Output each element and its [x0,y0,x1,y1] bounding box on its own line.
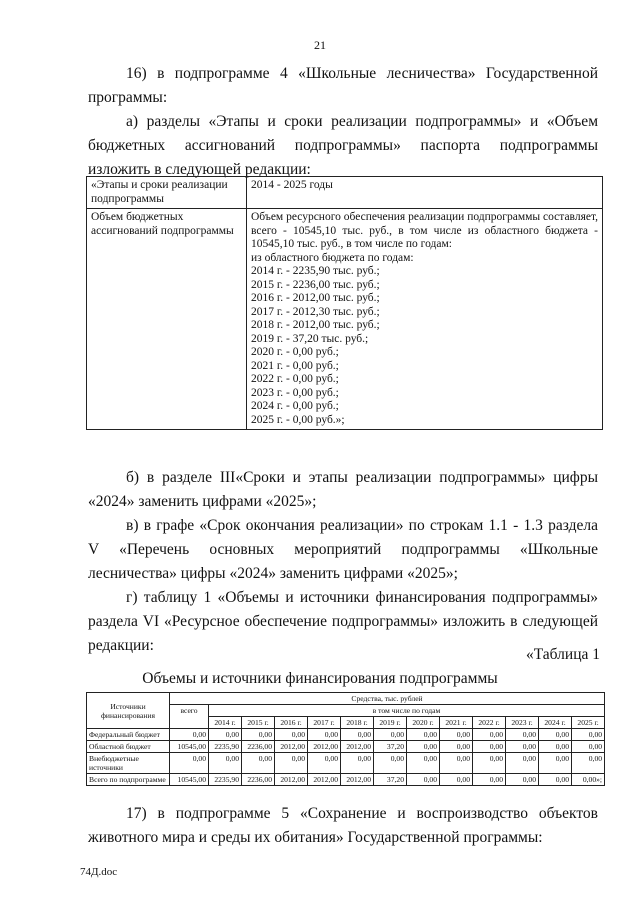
financing-value-cell: 0,00 [242,753,275,774]
header-year: 2024 г. [539,717,572,729]
budget-year-line: 2023 г. - 0,00 руб.; [251,386,339,399]
budget-year-line: 2014 г. - 2235,90 тыс. руб.; [251,265,380,278]
passport-table [86,176,603,430]
financing-value-cell: 0,00 [374,753,407,774]
financing-row [87,753,605,774]
financing-value-cell: 0,00 [473,753,506,774]
paragraph-16b: б) в разделе III«Сроки и этапы реализации подпрограммы» цифры «2024» заменить цифрами «2025»; [88,469,598,510]
financing-row [87,741,605,753]
passport-label-stages: «Этапы и сроки реализации подпрограммы [87,177,247,209]
budget-year-line: 2016 г. - 2012,00 тыс. руб.; [251,292,380,305]
header-year: 2014 г. [209,717,242,729]
financing-value-cell: 2235,90 [209,741,242,753]
financing-value-cell: 0,00 [170,729,209,741]
header-year: 2023 г. [506,717,539,729]
passport-label-budget: Объем бюджетных ассигнований подпрограммы [87,209,247,430]
budget-intro: Объем ресурсного обеспечения реализации подпрограммы составляет, всего - 10545,10 тыс. руб., в том числе из областного бюджета - 10545,10 тыс. руб., в том числе по годам: [251,211,598,251]
financing-value-cell: 0,00 [242,729,275,741]
header-year: 2019 г. [374,717,407,729]
financing-value-cell: 0,00 [374,729,407,741]
passport-value-stages: 2014 - 2025 годы [247,177,603,209]
passport-row-stages [87,177,603,209]
financing-header-row [87,693,605,705]
financing-row [87,729,605,741]
passport-row-budget [87,209,603,430]
financing-value-cell: 0,00 [539,753,572,774]
financing-value-cell: 2012,00 [341,774,374,786]
budget-year-line: 2025 г. - 0,00 руб.»; [251,413,345,426]
financing-value-cell: 0,00 [407,774,440,786]
financing-value-cell: 0,00 [407,753,440,774]
financing-value-cell: 2012,00 [308,741,341,753]
header-by-year: в том числе по годам [209,705,605,717]
header-year: 2018 г. [341,717,374,729]
budget-year-list [251,265,598,427]
paragraph-16: 16) в подпрограмме 4 «Школьные лесничества» Государственной программы: [88,65,598,106]
financing-value-cell: 0,00 [407,729,440,741]
financing-value-cell: 0,00 [506,741,539,753]
header-year: 2021 г. [440,717,473,729]
budget-year-line: 2018 г. - 2012,00 тыс. руб.; [251,319,380,332]
budget-year-line: 2021 г. - 0,00 руб.; [251,359,339,372]
financing-row [87,774,605,786]
financing-value-cell: 2236,00 [242,774,275,786]
financing-value-cell: 0,00 [341,729,374,741]
financing-row-label: Федеральный бюджет [87,729,170,741]
budget-year-line: 2022 г. - 0,00 руб.; [251,373,339,386]
header-year: 2015 г. [242,717,275,729]
financing-value-cell: 0,00 [209,753,242,774]
header-year: 2020 г. [407,717,440,729]
financing-body [87,729,605,786]
header-year: 2016 г. [275,717,308,729]
financing-value-cell: 37,20 [374,774,407,786]
financing-value-cell: 0,00 [170,753,209,774]
header-year: 2025 г. [572,717,605,729]
financing-value-cell: 0,00 [407,741,440,753]
budget-subheading: из областного бюджета по годам: [251,251,414,264]
header-year: 2022 г. [473,717,506,729]
header-total: всего [170,705,209,729]
financing-value-cell: 0,00 [308,753,341,774]
financing-value-cell: 0,00 [341,753,374,774]
financing-value-cell: 0,00 [440,753,473,774]
table-reference: «Таблица 1 [525,646,600,663]
financing-value-cell: 0,00 [473,774,506,786]
page-number: 21 [314,38,326,52]
financing-value-cell: 37,20 [374,741,407,753]
financing-value-cell: 0,00 [440,741,473,753]
financing-value-cell: 0,00 [572,729,605,741]
header-year: 2017 г. [308,717,341,729]
financing-value-cell: 0,00 [440,774,473,786]
budget-year-line: 2015 г. - 2236,00 тыс. руб.; [251,278,380,291]
financing-value-cell: 0,00 [572,741,605,753]
paragraph-16v: в) в графе «Срок окончания реализации» по строкам 1.1 - 1.3 раздела V «Перечень основных мероприятий подпрограммы «Школьные лесничества» цифры «2024» заменить цифрами «2025»; [88,517,598,582]
financing-value-cell: 0,00 [473,741,506,753]
financing-value-cell: 0,00 [209,729,242,741]
budget-year-line: 2019 г. - 37,20 тыс. руб.; [251,332,369,345]
budget-year-line: 2024 г. - 0,00 руб.; [251,400,339,413]
financing-value-cell: 0,00 [539,741,572,753]
financing-value-cell: 0,00 [539,774,572,786]
financing-value-cell: 10545,00 [170,741,209,753]
budget-year-line: 2020 г. - 0,00 руб.; [251,346,339,359]
financing-value-cell: 2012,00 [308,774,341,786]
financing-row-label: Внебюджетные источники [87,753,170,774]
financing-value-cell: 0,00 [539,729,572,741]
financing-value-cell: 0,00 [506,729,539,741]
financing-value-cell: 0,00 [275,729,308,741]
financing-value-cell: 2012,00 [275,774,308,786]
financing-value-cell: 0,00 [506,774,539,786]
financing-value-cell: 0,00 [473,729,506,741]
financing-value-cell: 0,00 [440,729,473,741]
passport-value-budget [247,209,603,430]
financing-row-label: Всего по подпрограмме [87,774,170,786]
financing-value-cell: 0,00 [308,729,341,741]
file-name: 74Д.doc [80,866,118,878]
header-source: Источники финансирования [87,693,170,729]
table-title: Объемы и источники финансирования подпрограммы [142,670,498,687]
financing-row-label: Областной бюджет [87,741,170,753]
financing-value-cell: 0,00 [275,753,308,774]
financing-value-cell: 0,00»; [572,774,605,786]
financing-value-cell: 2236,00 [242,741,275,753]
financing-value-cell: 2012,00 [275,741,308,753]
paragraph-17: 17) в подпрограмме 5 «Сохранение и воспроизводство объектов животного мира и среды их обитания» Государственной программы: [88,805,598,846]
paragraph-16g: г) таблицу 1 «Объемы и источники финансирования подпрограммы» раздела VI «Ресурсное обеспечение подпрограммы» изложить в следующей редакции: [88,589,598,654]
financing-value-cell: 2012,00 [341,741,374,753]
paragraph-16a: а) разделы «Этапы и сроки реализации подпрограммы» и «Объем бюджетных ассигнований подпрограммы» паспорта подпрограммы изложить в следующей редакции: [88,113,598,178]
budget-year-line: 2017 г. - 2012,30 тыс. руб.; [251,305,380,318]
header-funds: Средства, тыс. рублей [170,693,605,705]
financing-value-cell: 10545,00 [170,774,209,786]
financing-value-cell: 0,00 [572,753,605,774]
financing-value-cell: 0,00 [506,753,539,774]
financing-table [86,692,605,786]
financing-value-cell: 2235,90 [209,774,242,786]
